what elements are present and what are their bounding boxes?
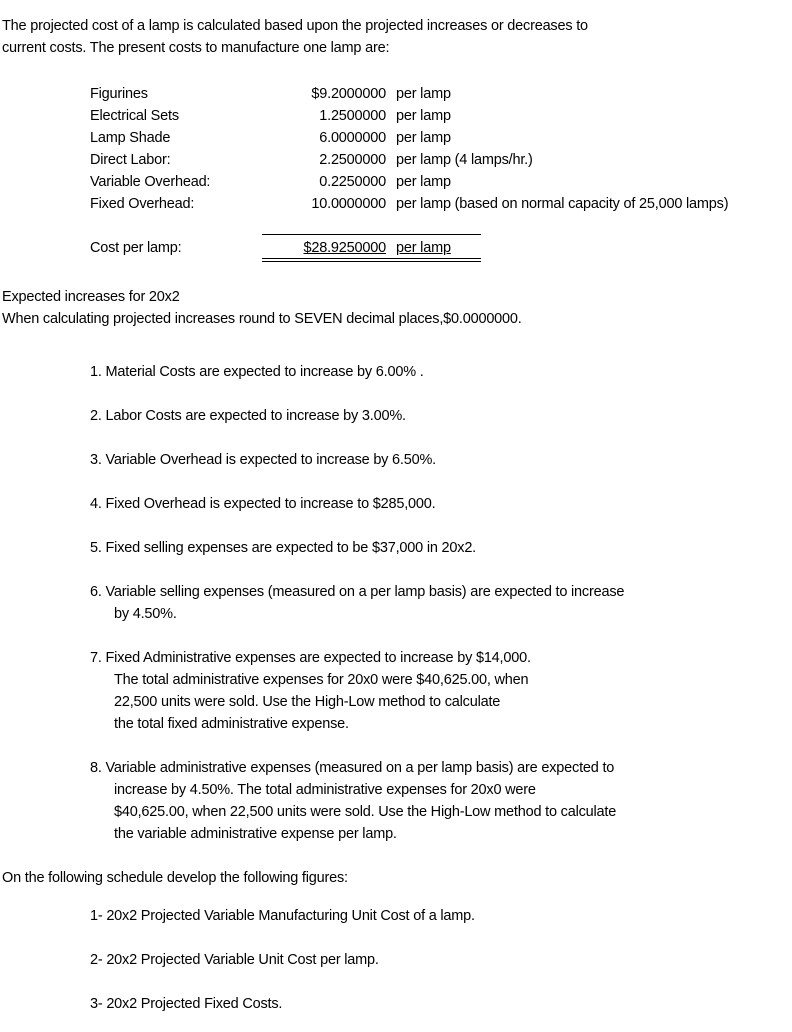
schedule-figure-3: 3- 20x2 Projected Fixed Costs. [90, 996, 283, 1012]
cost-unit-fixed-overhead: per lamp (based on normal capacity of 25,000 lamps) [396, 196, 729, 212]
list-item-7-line-2: The total administrative expenses for 20x0 were $40,625.00, when [114, 672, 529, 688]
cost-value-electrical-sets: 1.2500000 [319, 108, 386, 124]
rounding-instruction: When calculating projected increases round to SEVEN decimal places,$0.0000000. [2, 311, 522, 327]
intro-line-1: The projected cost of a lamp is calculated based upon the projected increases or decreases to [2, 18, 588, 34]
intro-line-2: current costs. The present costs to manufacture one lamp are: [2, 40, 390, 56]
total-top-rule [262, 234, 481, 235]
total-double-rule-lower [262, 261, 481, 262]
total-unit: per lamp [396, 240, 451, 256]
cost-label-lamp-shade: Lamp Shade [90, 130, 171, 146]
cost-unit-electrical-sets: per lamp [396, 108, 451, 124]
schedule-figure-2: 2- 20x2 Projected Variable Unit Cost per lamp. [90, 952, 379, 968]
cost-value-fixed-overhead: 10.0000000 [311, 196, 386, 212]
list-item-4: 4. Fixed Overhead is expected to increase to $285,000. [90, 496, 436, 512]
list-item-8-line-2: increase by 4.50%. The total administrative expenses for 20x0 were [114, 782, 536, 798]
cost-value-direct-labor: 2.2500000 [319, 152, 386, 168]
schedule-intro: On the following schedule develop the following figures: [2, 870, 348, 886]
cost-unit-variable-overhead: per lamp [396, 174, 451, 190]
cost-unit-figurines: per lamp [396, 86, 451, 102]
cost-value-variable-overhead: 0.2250000 [319, 174, 386, 190]
cost-label-figurines: Figurines [90, 86, 148, 102]
cost-value-figurines: $9.2000000 [311, 86, 386, 102]
cost-value-lamp-shade: 6.0000000 [319, 130, 386, 146]
list-item-8-line-1: 8. Variable administrative expenses (measured on a per lamp basis) are expected to [90, 760, 615, 776]
list-item-5: 5. Fixed selling expenses are expected to be $37,000 in 20x2. [90, 540, 477, 556]
list-item-1: 1. Material Costs are expected to increase by 6.00% . [90, 364, 424, 380]
list-item-7-line-4: the total fixed administrative expense. [114, 716, 349, 732]
cost-unit-direct-labor: per lamp (4 lamps/hr.) [396, 152, 533, 168]
list-item-7-line-1: 7. Fixed Administrative expenses are expected to increase by $14,000. [90, 650, 531, 666]
list-item-8-line-4: the variable administrative expense per lamp. [114, 826, 397, 842]
expected-heading: Expected increases for 20x2 [2, 289, 180, 305]
list-item-7-line-3: 22,500 units were sold. Use the High-Low method to calculate [114, 694, 501, 710]
cost-label-electrical-sets: Electrical Sets [90, 108, 179, 124]
list-item-3: 3. Variable Overhead is expected to increase by 6.50%. [90, 452, 437, 468]
total-label: Cost per lamp: [90, 240, 182, 256]
list-item-2: 2. Labor Costs are expected to increase by 3.00%. [90, 408, 406, 424]
total-value: $28.9250000 [303, 240, 386, 256]
schedule-figure-1: 1- 20x2 Projected Variable Manufacturing Unit Cost of a lamp. [90, 908, 475, 924]
cost-label-variable-overhead: Variable Overhead: [90, 174, 211, 190]
list-item-6-line-1: 6. Variable selling expenses (measured on a per lamp basis) are expected to increase [90, 584, 625, 600]
cost-label-direct-labor: Direct Labor: [90, 152, 171, 168]
cost-label-fixed-overhead: Fixed Overhead: [90, 196, 195, 212]
cost-unit-lamp-shade: per lamp [396, 130, 451, 146]
list-item-6-line-2: by 4.50%. [114, 606, 177, 622]
list-item-8-line-3: $40,625.00, when 22,500 units were sold. Use the High-Low method to calculate [114, 804, 617, 820]
total-double-rule-upper [262, 258, 481, 259]
